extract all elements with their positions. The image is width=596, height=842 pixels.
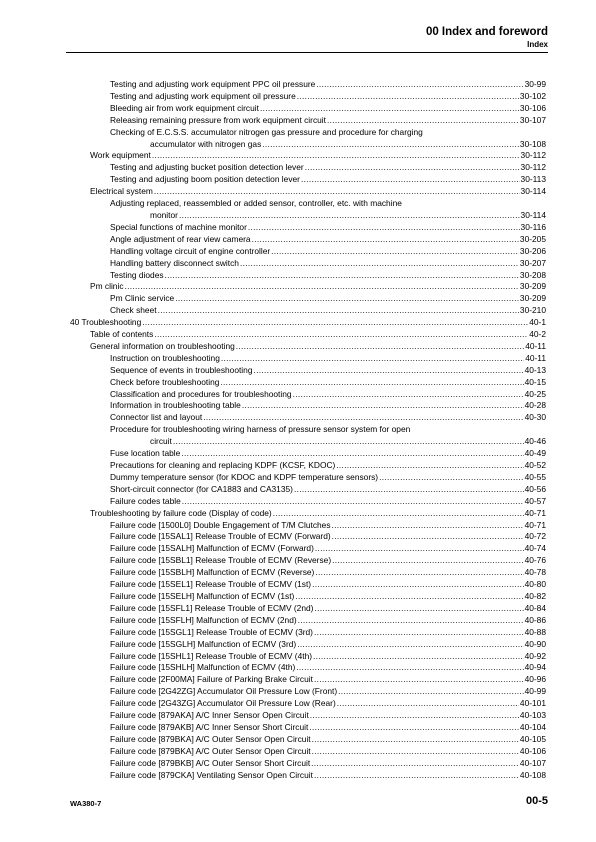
toc-entry-title: Failure code [15SHL1] Release Trouble of ECMV (4th) (110, 650, 313, 661)
toc-entry-page: 40-71 (524, 519, 546, 530)
toc-entry-title: Checking of E.C.S.S. accumulator nitrogen gas pressure and procedure for charging (110, 126, 423, 137)
dot-leader (327, 115, 519, 127)
toc-entry-page: 40-76 (524, 555, 546, 566)
toc-entry[interactable] (70, 389, 546, 401)
toc-entry-page: 30-114 (520, 209, 546, 220)
dot-leader (316, 79, 523, 91)
dot-leader (301, 174, 520, 186)
dot-leader (309, 722, 519, 734)
dot-leader (315, 567, 523, 579)
toc-entry[interactable] (70, 591, 546, 603)
toc-entry-title: Failure code [15SALH] Malfunction of ECMV (Forward) (110, 543, 314, 554)
dot-leader (314, 770, 519, 782)
toc-entry-title: Failure codes table (110, 495, 181, 506)
dot-leader (175, 293, 519, 305)
toc-entry[interactable] (70, 198, 546, 222)
toc-entry[interactable] (70, 91, 546, 103)
toc-entry[interactable] (70, 305, 546, 317)
toc-entry[interactable] (70, 496, 546, 508)
toc-entry-page: 40-105 (519, 733, 546, 744)
toc-entry-page: 40-28 (524, 400, 546, 411)
toc-entry-title: Failure code [879BKB] A/C Outer Sensor Short Circuit (110, 757, 311, 768)
toc-entry-title: Failure code [15SGLH] Malfunction of ECMV (3rd) (110, 638, 297, 649)
dot-leader (312, 734, 519, 746)
toc-entry-title: Connector list and layout (110, 412, 203, 423)
toc-entry-title: Work equipment (90, 150, 151, 161)
dot-leader (314, 674, 524, 686)
toc-entry-page: 40-56 (524, 483, 546, 494)
toc-entry-page: 30-209 (519, 281, 546, 292)
toc-entry-page: 40-15 (524, 376, 546, 387)
toc-entry-page: 40-99 (524, 686, 546, 697)
toc-entry-page: 30-108 (519, 138, 546, 149)
dot-leader (295, 591, 523, 603)
toc-entry[interactable] (70, 270, 546, 282)
toc-entry-page: 40-1 (529, 317, 546, 328)
toc-entry[interactable] (70, 520, 546, 532)
toc-entry[interactable] (70, 329, 546, 341)
toc-entry-page: 30-207 (519, 257, 546, 268)
toc-entry[interactable] (70, 543, 546, 555)
toc-entry-page: 40-78 (524, 567, 546, 578)
toc-entry[interactable] (70, 603, 546, 615)
toc-entry-title: Failure code [2F00MA] Failure of Parking Brake Circuit (110, 674, 313, 685)
toc-entry-page: 40-101 (519, 698, 546, 709)
header-divider (66, 52, 548, 53)
toc-entry-title: Failure code [2G43ZG] Accumulator Oil Pressure Low (Rear) (110, 698, 336, 709)
dot-leader (296, 662, 523, 674)
dot-leader (336, 460, 523, 472)
toc-entry[interactable] (70, 222, 546, 234)
toc-entry-title: Failure code [15SFLH] Malfunction of ECMV (2nd) (110, 614, 297, 625)
toc-entry-page: 40-30 (524, 412, 546, 423)
toc-entry[interactable] (70, 258, 546, 270)
toc-entry-page: 40-88 (524, 626, 546, 637)
toc-entry-page: 40-108 (519, 769, 546, 780)
dot-leader (310, 710, 519, 722)
toc-entry-title: Failure code [15SAL1] Release Trouble of ECMV (Forward) (110, 531, 331, 542)
toc-entry-page: 40-107 (519, 757, 546, 768)
toc-entry-title: Pm Clinic service (110, 293, 175, 304)
toc-entry-title: Information in troubleshooting table (110, 400, 241, 411)
toc-entry-title: Failure code [879BKA] A/C Outer Sensor Open Circuit (110, 733, 311, 744)
toc-entry[interactable] (70, 615, 546, 627)
toc-entry[interactable] (70, 472, 546, 484)
toc-entry-title: Instruction on troubleshooting (110, 352, 220, 363)
dot-leader (294, 484, 524, 496)
toc-entry-page: 40-52 (524, 460, 546, 470)
toc-entry[interactable] (70, 770, 546, 782)
toc-entry[interactable] (70, 127, 546, 151)
toc-entry-page: 30-106 (519, 102, 546, 113)
toc-entry-title: Testing diodes (110, 269, 164, 280)
toc-entry[interactable] (70, 281, 546, 293)
dot-leader (297, 639, 523, 651)
toc-entry-title: Failure code [879CKA] Ventilating Sensor Open Circuit (110, 769, 313, 780)
toc-entry-title: Failure code [879BKA] A/C Outer Sensor Open Circuit (110, 745, 311, 756)
dot-leader (271, 246, 519, 258)
toc-entry-title: circuit (150, 436, 172, 447)
toc-entry-page: 40-104 (519, 721, 546, 732)
toc-entry-page: 30-208 (519, 269, 546, 280)
toc-entry-page: 40-11 (525, 352, 546, 363)
toc-entry-page: 30-210 (519, 305, 546, 316)
toc-entry-title: Check sheet (110, 305, 157, 316)
toc-entry-page: 30-116 (520, 221, 546, 232)
toc-entry-title: Testing and adjusting work equipment PPC oil pressure (110, 79, 316, 89)
toc-entry-page: 30-99 (524, 79, 546, 89)
toc-entry[interactable] (70, 186, 546, 198)
dot-leader (260, 103, 519, 115)
toc-entry-page: 40-74 (524, 543, 546, 554)
toc-entry-title: Short-circuit connector (for CA1883 and CA3135) (110, 483, 293, 494)
toc-entry-title: Classification and procedures for troubleshooting (110, 388, 292, 399)
dot-leader (314, 603, 523, 615)
toc-entry-page: 40-71 (524, 507, 546, 518)
toc-entry-page: 40-92 (524, 650, 546, 661)
dot-leader (179, 210, 520, 222)
toc-entry-page: 40-57 (524, 495, 546, 506)
toc-entry[interactable] (70, 758, 546, 770)
dot-leader (154, 329, 528, 341)
toc-entry-page: 40-80 (524, 579, 546, 590)
toc-entry-page: 40-46 (524, 436, 546, 447)
toc-entry[interactable] (70, 162, 546, 174)
dot-leader (293, 389, 524, 401)
toc-entry-title: Releasing remaining pressure from work equipment circuit (110, 114, 326, 125)
table-of-contents (70, 79, 546, 781)
toc-entry[interactable] (70, 651, 546, 663)
toc-entry-page: 40-96 (524, 674, 546, 685)
page-header-subtitle: Index (527, 40, 548, 49)
toc-entry-title: General information on troubleshooting (90, 340, 235, 351)
dot-leader (181, 448, 523, 460)
dot-leader (125, 281, 519, 293)
toc-entry[interactable] (70, 710, 546, 722)
toc-entry[interactable] (70, 317, 546, 329)
toc-entry-title: Failure code [15SGL1] Release Trouble of ECMV (3rd) (110, 626, 313, 637)
toc-entry-title: Testing and adjusting work equipment oil pressure (110, 90, 296, 101)
toc-entry-title: Adjusting replaced, reassembled or added sensor, controller, etc. with machine (110, 198, 402, 209)
toc-entry-title: Failure code [879AKB] A/C Inner Sensor Short Circuit (110, 721, 309, 732)
toc-entry-page: 40-103 (519, 710, 546, 721)
dot-leader (338, 686, 523, 698)
toc-entry-title: Bleeding air from work equipment circuit (110, 102, 259, 113)
dot-leader (314, 627, 524, 639)
toc-entry-title: Failure code [1500L0] Double Engagement of T/M Clutches (110, 519, 331, 530)
dot-leader (297, 91, 519, 103)
dot-leader (379, 472, 523, 484)
dot-leader (152, 150, 520, 162)
toc-entry-title: Precautions for cleaning and replacing KDPF (KCSF, KDOC) (110, 460, 336, 470)
dot-leader (253, 365, 523, 377)
toc-entry-title: monitor (150, 209, 178, 220)
dot-leader (242, 400, 524, 412)
toc-entry-title: Failure code [15SBLH] Malfunction of ECMV (Reverse) (110, 567, 315, 578)
toc-entry[interactable] (70, 424, 546, 448)
toc-entry[interactable] (70, 115, 546, 127)
dot-leader (312, 579, 523, 591)
toc-entry-title: Troubleshooting by failure code (Display of code) (90, 507, 272, 518)
toc-entry-page: 40-94 (524, 662, 546, 673)
toc-entry-page: 30-209 (519, 293, 546, 304)
footer-page-number: 00-5 (525, 795, 548, 807)
toc-entry[interactable] (70, 722, 546, 734)
toc-entry[interactable] (70, 246, 546, 258)
toc-entry-title: Angle adjustment of rear view camera (110, 233, 251, 244)
toc-entry[interactable] (70, 150, 546, 162)
toc-entry-page: 40-2 (529, 329, 546, 340)
dot-leader (182, 496, 524, 508)
dot-leader (273, 508, 524, 520)
toc-entry[interactable] (70, 377, 546, 389)
toc-entry[interactable] (70, 103, 546, 115)
toc-entry-title: 40 Troubleshooting (70, 317, 142, 328)
toc-entry-title: Fuse location table (110, 448, 181, 459)
dot-leader (173, 436, 524, 448)
footer-model: WA380-7 (70, 799, 102, 808)
toc-entry-title: accumulator with nitrogen gas (150, 138, 262, 149)
toc-entry-title: Procedure for troubleshooting wiring harness of pressure sensor system for open (110, 424, 411, 435)
dot-leader (236, 341, 524, 353)
toc-entry-page: 40-49 (524, 448, 546, 459)
toc-entry-page: 30-206 (519, 245, 546, 256)
toc-entry-title: Pm clinic (90, 281, 124, 292)
toc-entry-title: Special functions of machine monitor (110, 221, 247, 232)
toc-entry[interactable] (70, 412, 546, 424)
toc-entry-title: Table of contents (90, 329, 154, 340)
toc-entry-title: Failure code [15SBL1] Release Trouble of ECMV (Reverse) (110, 555, 332, 566)
dot-leader (313, 651, 524, 663)
toc-entry-page: 30-112 (520, 150, 546, 161)
dot-leader (312, 746, 519, 758)
dot-leader (311, 758, 519, 770)
toc-entry-title: Dummy temperature sensor (for KDOC and KDPF temperature sensors) (110, 471, 379, 482)
toc-entry-page: 30-114 (520, 186, 546, 197)
toc-entry[interactable] (70, 686, 546, 698)
toc-entry[interactable] (70, 484, 546, 496)
toc-entry[interactable] (70, 639, 546, 651)
toc-entry-page: 40-55 (524, 471, 546, 482)
toc-entry-title: Electrical system (90, 186, 153, 197)
toc-entry[interactable] (70, 400, 546, 412)
toc-entry-page: 40-106 (519, 745, 546, 756)
toc-entry[interactable] (70, 746, 546, 758)
dot-leader (240, 258, 519, 270)
toc-entry-title: Testing and adjusting bucket position detection lever (110, 162, 304, 173)
toc-entry-title: Testing and adjusting boom position detection lever (110, 174, 300, 185)
toc-entry-title: Failure code [15SFL1] Release Trouble of ECMV (2nd) (110, 602, 314, 613)
toc-entry-title: Failure code [2G42ZG] Accumulator Oil Pressure Low (Front) (110, 686, 338, 697)
toc-entry-title: Check before troubleshooting (110, 376, 220, 387)
toc-entry[interactable] (70, 460, 546, 472)
toc-entry-page: 40-84 (524, 602, 546, 613)
toc-entry-page: 40-25 (524, 388, 546, 399)
toc-entry[interactable] (70, 293, 546, 305)
dot-leader (221, 353, 524, 365)
toc-entry[interactable] (70, 579, 546, 591)
toc-entry-page: 30-112 (520, 162, 546, 173)
toc-entry-title: Failure code [15SELH] Malfunction of ECMV (1st) (110, 590, 295, 601)
toc-entry-page: 40-82 (524, 590, 546, 601)
dot-leader (332, 555, 523, 567)
toc-entry-title: Failure code [15SHLH] Malfunction of ECMV (4th) (110, 662, 296, 673)
toc-entry[interactable] (70, 234, 546, 246)
toc-entry-page: 30-113 (520, 174, 546, 185)
toc-entry[interactable] (70, 508, 546, 520)
toc-entry-page: 40-13 (524, 364, 546, 375)
toc-entry[interactable] (70, 698, 546, 710)
dot-leader (315, 543, 524, 555)
toc-entry[interactable] (70, 555, 546, 567)
toc-entry[interactable] (70, 662, 546, 674)
dot-leader (298, 615, 524, 627)
toc-entry[interactable] (70, 448, 546, 460)
dot-leader (165, 270, 519, 282)
toc-entry[interactable] (70, 174, 546, 186)
dot-leader (248, 222, 520, 234)
toc-entry[interactable] (70, 79, 546, 91)
toc-entry[interactable] (70, 567, 546, 579)
page-header-title: 00 Index and foreword (425, 26, 548, 38)
toc-entry-title: Failure code [879AKA] A/C Inner Sensor Open Circuit (110, 710, 309, 721)
dot-leader (252, 234, 519, 246)
toc-entry[interactable] (70, 341, 546, 353)
dot-leader (142, 317, 528, 329)
toc-entry-page: 30-107 (519, 114, 546, 125)
dot-leader (305, 162, 520, 174)
dot-leader (337, 698, 519, 710)
toc-entry-title: Handling voltage circuit of engine controller (110, 245, 271, 256)
dot-leader (203, 412, 523, 424)
toc-entry-page: 30-102 (519, 90, 546, 101)
toc-entry[interactable] (70, 674, 546, 686)
toc-entry-page: 40-72 (524, 531, 546, 542)
toc-entry-title: Handling battery disconnect switch (110, 257, 239, 268)
toc-entry-page: 40-11 (525, 340, 546, 351)
dot-leader (154, 186, 520, 198)
toc-entry[interactable] (70, 734, 546, 746)
dot-leader (332, 531, 524, 543)
dot-leader (262, 139, 519, 151)
dot-leader (332, 520, 524, 532)
toc-entry[interactable] (70, 531, 546, 543)
dot-leader (158, 305, 519, 317)
toc-entry[interactable] (70, 627, 546, 639)
toc-entry-page: 40-86 (524, 614, 546, 625)
toc-entry-page: 40-90 (524, 638, 546, 649)
toc-entry-page: 30-205 (519, 233, 546, 244)
toc-entry-title: Sequence of events in troubleshooting (110, 364, 253, 375)
toc-entry[interactable] (70, 353, 546, 365)
toc-entry[interactable] (70, 365, 546, 377)
toc-entry-title: Failure code [15SEL1] Release Trouble of ECMV (1st) (110, 579, 312, 590)
dot-leader (220, 377, 523, 389)
